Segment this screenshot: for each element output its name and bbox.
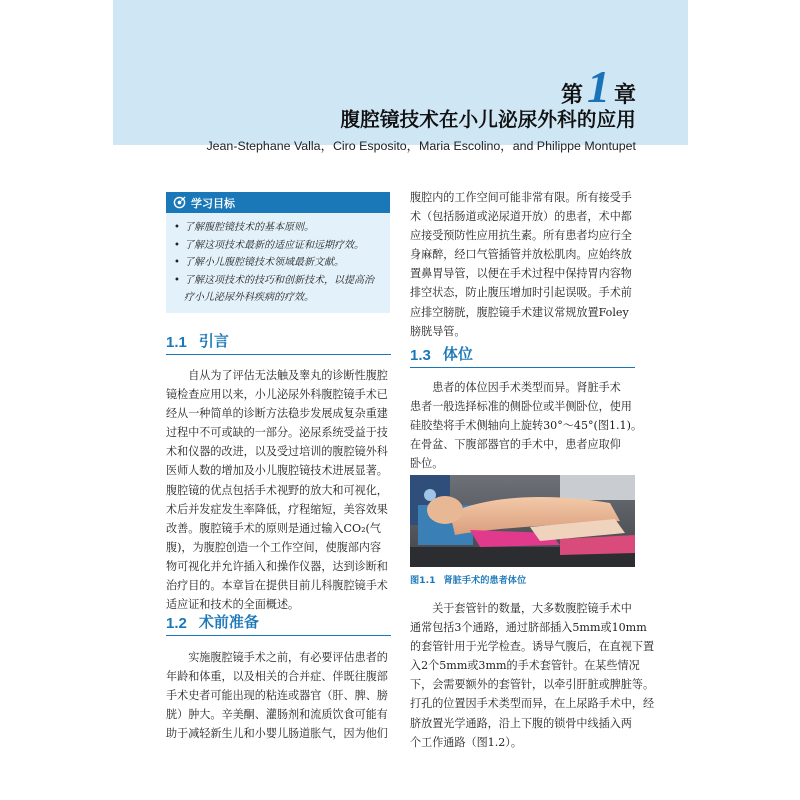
section-number: 1.2 (166, 615, 187, 632)
text-line: 手术史者可能出现的粘连或器官（肝、脾、膀 (166, 689, 388, 703)
text-line: 硅胶垫将手术侧轴向上旋转30°～45°(图1.1)。 (410, 419, 643, 433)
chapter-authors: Jean-Stephane Valla，Ciro Esposito，Maria Escolino，and Philippe Montupet (206, 139, 636, 153)
text-line: 医师人数的增加及小儿腹腔镜技术进展显著。 (166, 464, 388, 478)
text-line: 术和仪器的改进，以及受过培训的腹腔镜外科 (166, 445, 388, 459)
text-line: 适应证和技术的全面概述。 (166, 598, 300, 612)
list-item: • 了解这项技术的技巧和创新技术，以提高治疗小儿泌尿外科疾病的疗效。 (174, 272, 384, 307)
text-line: 身麻醉，经口气管插管并放松肌肉。应始终放 (410, 248, 632, 262)
text-line: 卧位。 (410, 457, 444, 471)
figure-caption (410, 572, 526, 586)
learning-goals-box (166, 192, 390, 313)
text-line: 自从为了评估无法触及睾丸的诊断性腹腔 (188, 369, 388, 382)
figure-label: 图1.1 (410, 575, 436, 586)
text-line: 胱）肿大。辛美酮、灌肠剂和流质饮食可能有 (166, 708, 388, 722)
chapter-label-suffix: 章 (613, 82, 636, 108)
chapter-number-value: 1 (586, 61, 610, 112)
list-item: • 了解腹腔镜技术的基本原则。 (174, 219, 384, 237)
text-line: 下，会需要额外的套管针，以牵引肝脏或脾脏等。 (410, 678, 655, 692)
text-line: 患者一般选择标准的侧卧位或半侧卧位，使用 (410, 400, 632, 414)
surgery-photo-illustration (410, 475, 635, 567)
preop-paragraph (166, 648, 391, 743)
intro-paragraph (166, 366, 391, 614)
section-heading-1-2 (166, 611, 391, 636)
text-line: 经从一种简单的诊断方法稳步发展成复杂重建 (166, 407, 388, 421)
target-icon (173, 196, 186, 209)
patient-position-photo (410, 475, 635, 567)
section-number: 1.1 (166, 334, 187, 351)
section-heading-1-3 (410, 343, 635, 368)
text-line: 置鼻胃导管，以便在手术过程中保持胃内容物 (410, 267, 632, 281)
learning-goals-header (166, 192, 390, 213)
text-line: 术后并发症发生率降低，疗程缩短，美容效果 (166, 502, 388, 516)
learning-goals-list (166, 219, 390, 307)
figure-caption-text: 肾脏手术的患者体位 (443, 575, 527, 586)
text-line: 治疗目的。本章旨在提供目前儿科腹腔镜手术 (166, 579, 388, 593)
text-line: 入2个5mm或3mm的手术套管针。在某些情况 (410, 659, 640, 673)
text-line: 改善。腹腔镜手术的原则是通过输入CO₂(气 (166, 521, 381, 535)
text-line: 腹腔镜的优点包括手术视野的放大和可视化， (166, 483, 388, 497)
chapter-title: 腹腔镜技术在小儿泌尿外科的应用 (340, 108, 636, 131)
learning-goals-title: 学习目标 (191, 196, 235, 210)
list-item: • 了解这项技术最新的适应证和远期疗效。 (174, 237, 384, 255)
text-line: 通常包括3个通路，通过脐部插入5mm或10mm (410, 621, 647, 635)
position-paragraph (410, 378, 643, 473)
section-title: 体位 (442, 345, 473, 363)
text-line: 实施腹腔镜手术之前，有必要评估患者的 (188, 651, 388, 664)
text-line: 关于套管针的数量，大多数腹腔镜手术中 (432, 602, 632, 615)
text-line: 腹腔内的工作空间可能非常有限。所有接受手 (410, 191, 632, 204)
chapter-label-prefix: 第 (560, 82, 583, 108)
text-line: 排空状态，防止腹压增加时引起误吸。手术前 (410, 286, 632, 300)
section-heading-1-1 (166, 330, 391, 355)
text-line: 镜检查应用以来，小儿泌尿外科腹腔镜手术已 (166, 388, 388, 402)
text-line: 过程中不可或缺的一部分。泌尿系统受益于技 (166, 426, 388, 440)
text-line: 脐放置光学通路，沿上下腹的锁骨中线插入两 (410, 716, 632, 730)
section-title: 术前准备 (198, 613, 259, 631)
anesthesia-paragraph (410, 188, 635, 341)
text-line: 在骨盆、下腹部器官的手术中，患者应取仰 (410, 438, 621, 452)
text-line: 应排空膀胱，腹腔镜手术建议常规放置Foley (410, 305, 629, 319)
text-line: 应接受预防性应用抗生素。所有患者均应行全 (410, 229, 632, 243)
list-item: • 了解小儿腹腔镜技术领域最新文献。 (174, 254, 384, 272)
text-line: 物可视化并允许插入和操作仪器，达到诊断和 (166, 559, 388, 573)
text-line: 个工作通路（图1.2）。 (410, 735, 522, 749)
text-line: 患者的体位因手术类型而异。肾脏手术 (432, 381, 621, 394)
text-line: 的套管针用于光学检查。诱导气腹后，在直视下置 (410, 640, 655, 654)
text-line: 腹)，为腹腔创造一个工作空间，使腹部内容 (166, 540, 382, 554)
section-title: 引言 (198, 332, 229, 350)
text-line: 膀胱导管。 (410, 324, 466, 338)
text-line: 打孔的位置因手术类型而异，在上尿路手术中，经 (410, 697, 655, 711)
section-number: 1.3 (410, 347, 431, 364)
text-line: 年龄和体重，以及相关的合并症、伴既往腹部 (166, 670, 388, 684)
text-line: 助于减轻新生儿和小婴儿肠道胀气，因为他们 (166, 727, 388, 741)
trocar-paragraph (410, 599, 655, 752)
text-line: 术（包括肠道或泌尿道开放）的患者，术中都 (410, 210, 632, 224)
